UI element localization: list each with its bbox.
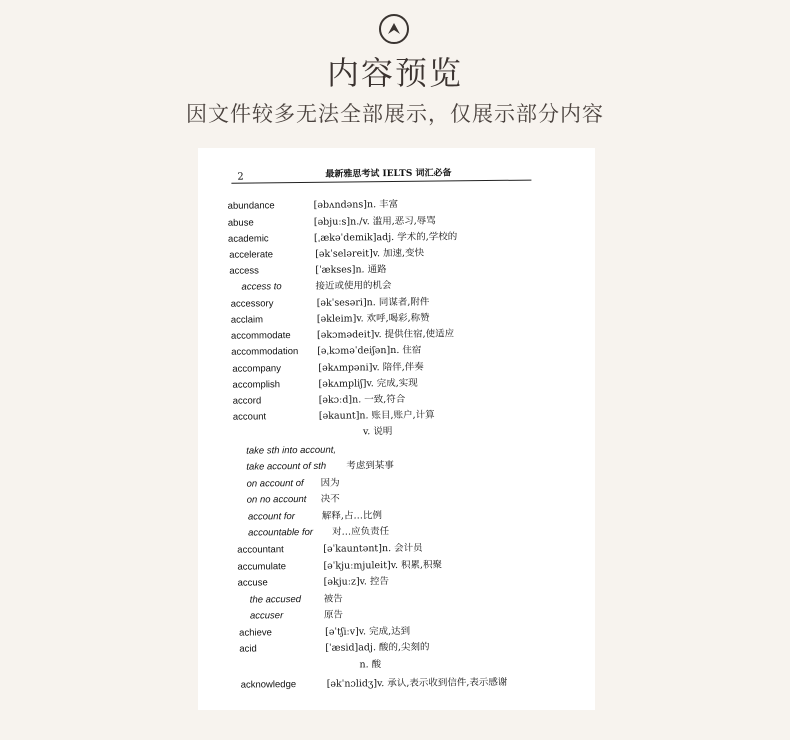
headword: acknowledge (240, 679, 297, 691)
definition: [ˌækəˈdemik]adj. 学术的,学校的 (313, 231, 458, 244)
definition: [əˈtʃiːv]v. 完成,达到 (325, 625, 411, 638)
headword: accommodate (230, 330, 291, 342)
definition: [əkɔmədeit]v. 提供住宿,使适应 (316, 328, 455, 341)
definition: 对…应负责任 (332, 526, 390, 538)
definition: v. 说明 (362, 426, 393, 438)
definition: 解释,占…比例 (321, 510, 382, 522)
page-title: 内容预览 (326, 54, 463, 92)
headword: access to (241, 281, 282, 293)
headword: accomplish (232, 379, 281, 391)
headword: account (232, 411, 267, 423)
headword: accord (232, 395, 262, 407)
definition: 接近或使用的机会 (315, 280, 392, 292)
definition: [əkɔːd]n. 一致,符合 (318, 393, 406, 406)
definition: 因为 (320, 477, 340, 489)
headword: accommodation (231, 346, 299, 358)
definition: [əbʌndəns]n. 丰富 (313, 198, 399, 211)
definition: [ˈæsid]adj. 酸的,尖刻的 (325, 641, 430, 654)
definition: 原告 (323, 609, 344, 621)
definition: [ˈækses]n. 通路 (315, 264, 387, 276)
definition: [əbjuːs]n./v. 滥用,恶习,辱骂 (313, 215, 436, 228)
headword: access (229, 265, 259, 277)
definition: [əkˈseləreit]v. 加速,变快 (315, 247, 425, 260)
headword: accompany (232, 363, 282, 375)
definition: 考虑到某事 (346, 460, 394, 472)
headword: accuse (237, 577, 268, 589)
page-subtitle: 因文件较多无法全部展示，仅展示部分内容 (186, 102, 604, 126)
headword: abundance (227, 200, 275, 212)
headword: on no account (246, 493, 307, 506)
headword: accessory (230, 298, 274, 310)
definition: [əkjuːz]v. 控告 (323, 576, 389, 588)
definition: [əkˈnɔlidʒ]v. 承认,表示收到信件,表示感谢 (326, 676, 508, 690)
definition: 决不 (320, 493, 340, 505)
headword: acid (239, 643, 257, 655)
headword: take account of sth (246, 460, 327, 473)
headword: accountant (237, 544, 284, 556)
headword: take sth into account, (246, 444, 337, 457)
headword: accuser (249, 610, 284, 622)
definition: [əkʌmpəni]v. 陪伴,伴奏 (318, 361, 424, 374)
definition: n. 酸 (359, 659, 382, 671)
document-preview (198, 148, 595, 710)
headword: academic (227, 233, 269, 245)
headword: the accused (249, 594, 302, 606)
definition: [əˌkɔməˈdeiʃən]n. 住宿 (317, 344, 422, 357)
headword: acclaim (230, 314, 264, 326)
definition: [əkleim]v. 欢呼,喝彩,称赞 (316, 312, 430, 325)
definition: [əˈkjuːmjuleit]v. 积累,积聚 (323, 559, 443, 572)
header-rule (231, 180, 531, 184)
headword: accelerate (229, 249, 274, 261)
definition: [əkaunt]n. 账目,账户,计算 (318, 409, 435, 422)
chevron-up-icon (379, 14, 409, 44)
headword: accumulate (237, 561, 287, 573)
definition: 被告 (323, 593, 343, 605)
headword: achieve (239, 627, 272, 639)
definition: [əˈkauntənt]n. 会计员 (323, 542, 423, 555)
headword: accountable for (248, 526, 314, 539)
page-number: 2 (237, 171, 244, 183)
definition: [əkˈsesəri]n. 同谋者,附件 (316, 296, 430, 309)
definition: [əkʌmpliʃ]v. 完成,实现 (318, 377, 418, 390)
headword: abuse (227, 217, 254, 229)
running-head: 最新雅思考试 IELTS 词汇必备 (325, 168, 452, 180)
headword: account for (247, 511, 295, 523)
headword: on account of (246, 477, 304, 490)
